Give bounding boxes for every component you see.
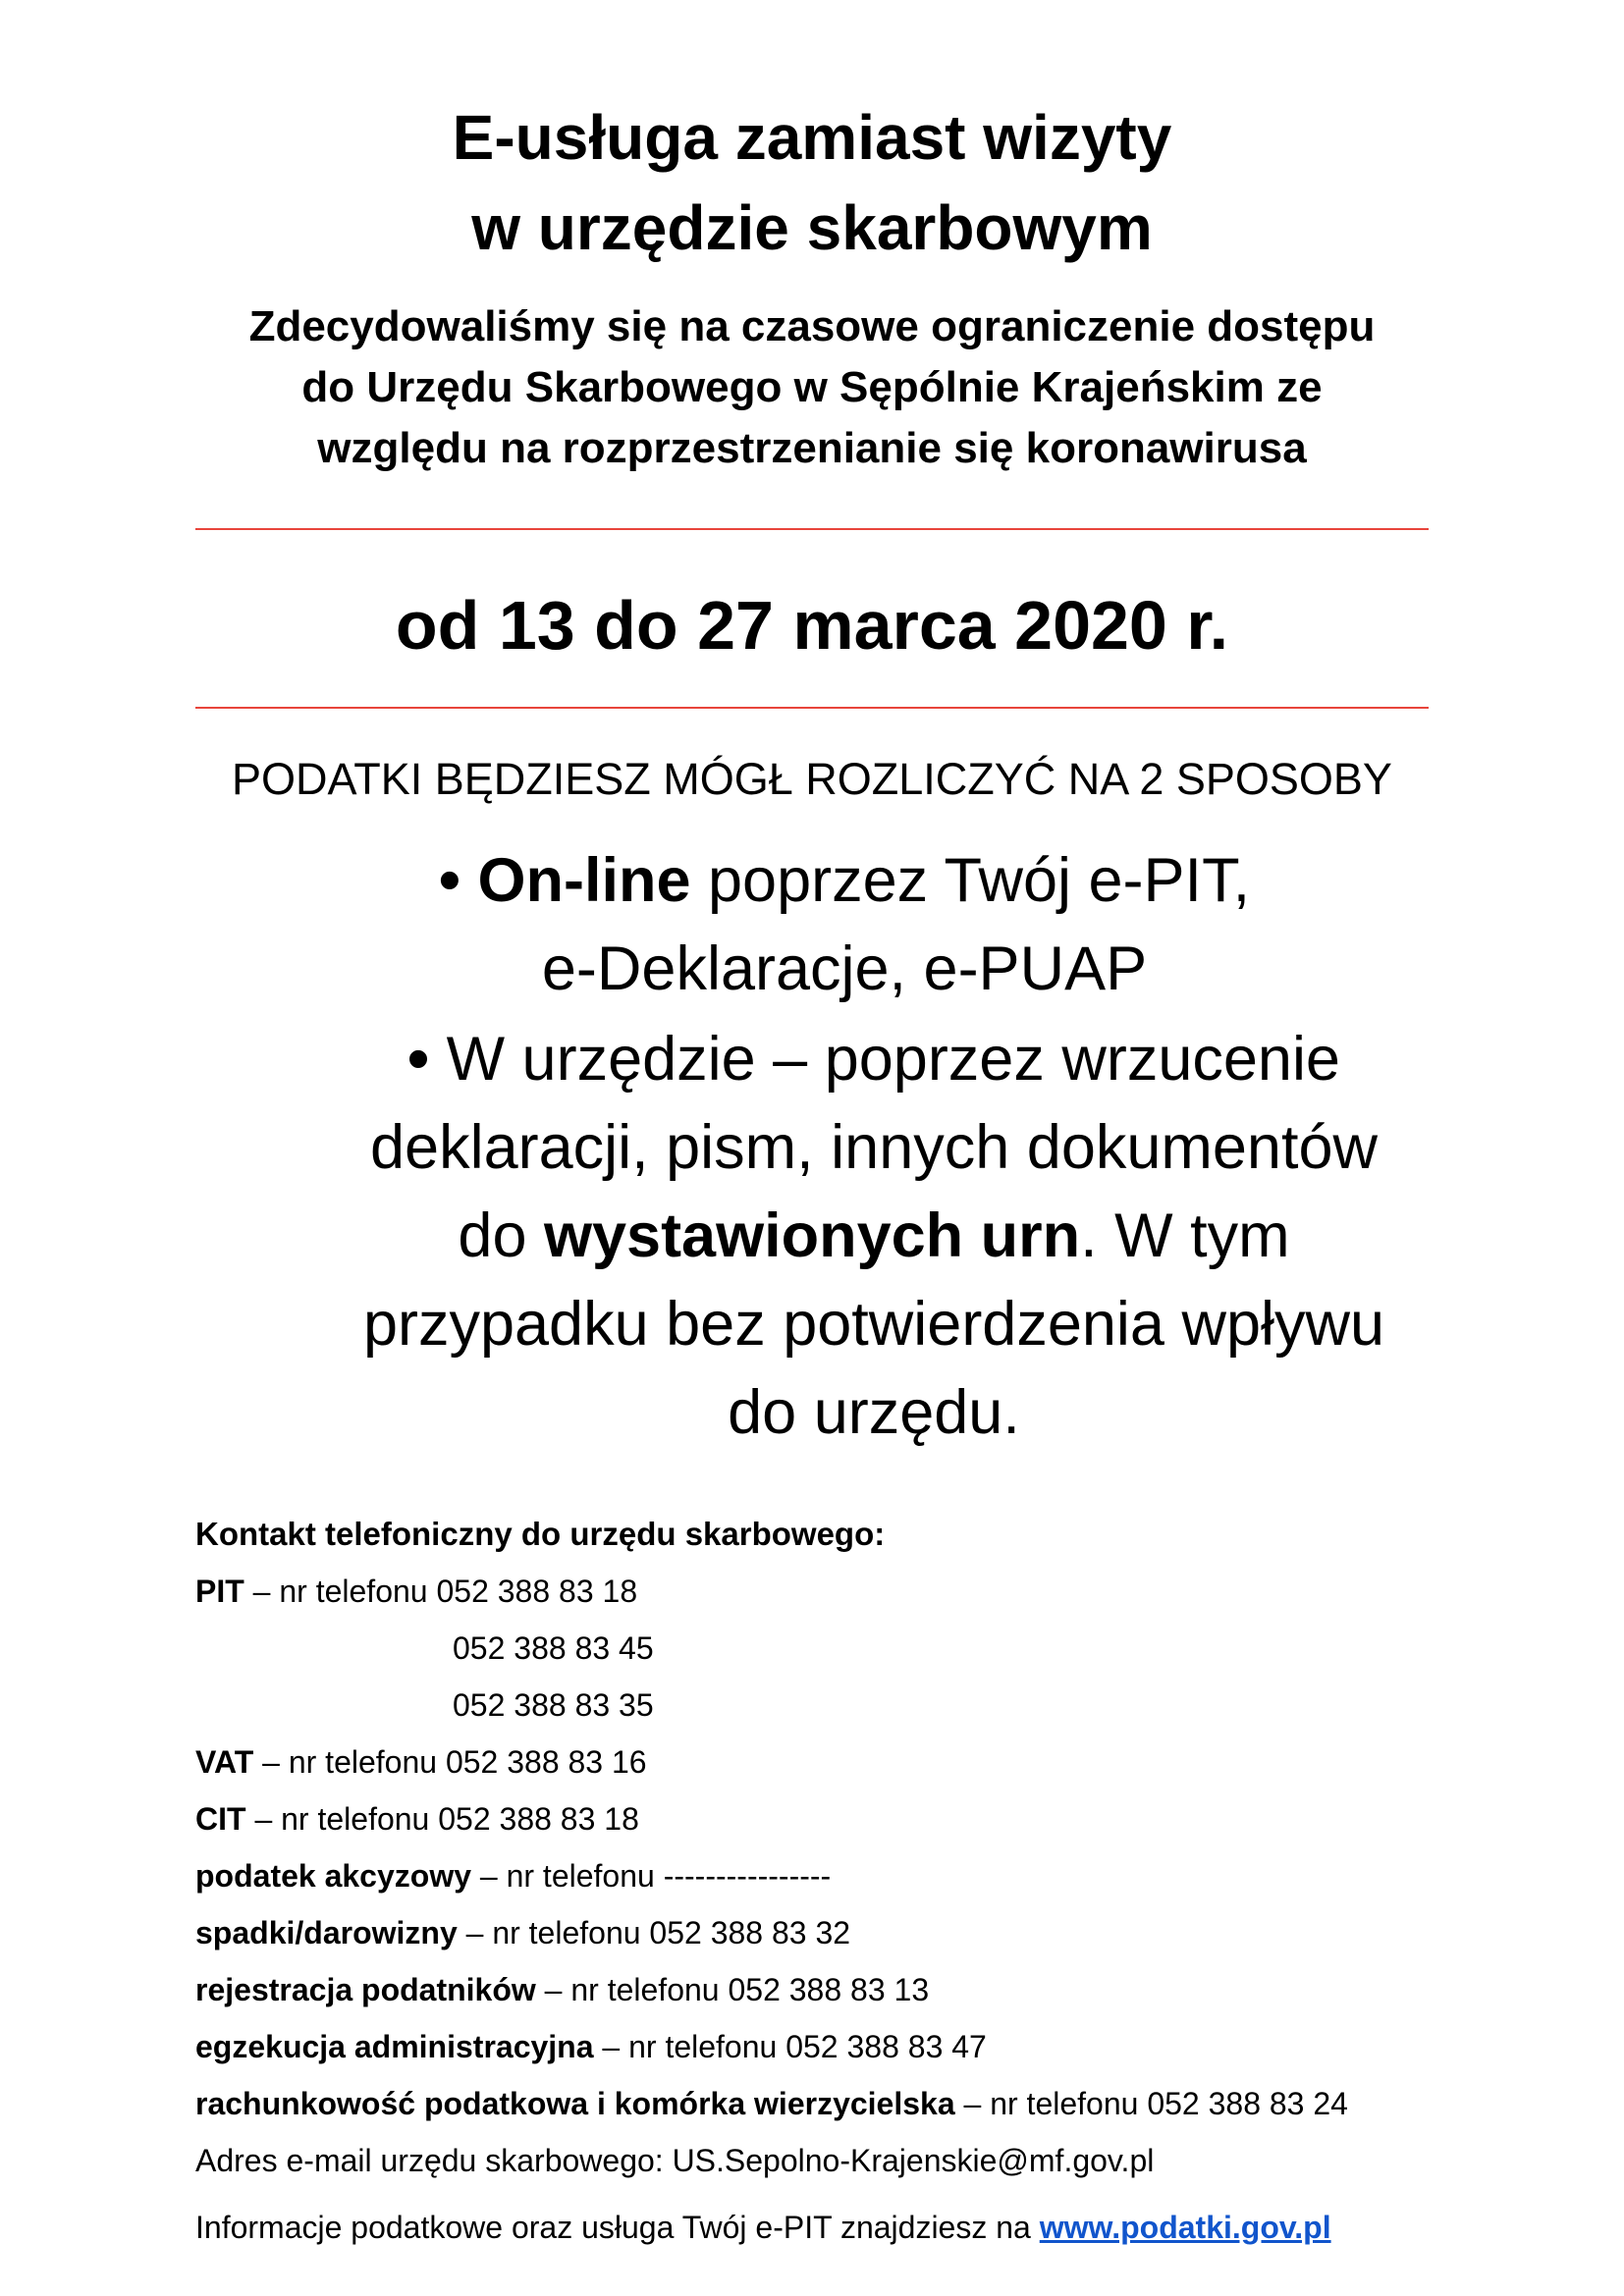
- contact-label: rachunkowość podatkowa i komórka wierzycielska: [195, 2086, 955, 2121]
- title-line-1: E-usługa zamiast wizyty: [452, 102, 1172, 173]
- contact-label: CIT: [195, 1801, 246, 1837]
- contact-phone: – nr telefonu 052 388 83 13: [535, 1972, 930, 2007]
- bullet-online-line-1: [236, 836, 1453, 925]
- bullet-office-text-1: W urzędzie – poprzez wrzucenie: [429, 1025, 1340, 1094]
- contact-row-enforcement: [195, 2018, 1472, 2075]
- footer-text: Informacje podatkowe oraz usługa Twój e-PIT znajdziesz na: [195, 2210, 1040, 2245]
- contact-section: [195, 1506, 1472, 2189]
- contact-row-inheritance: [195, 1904, 1472, 1961]
- bullet-office-text-3-post: . W tym: [1080, 1201, 1290, 1270]
- contact-row-accounting: [195, 2075, 1472, 2132]
- contact-phone: – nr telefonu 052 388 83 47: [593, 2029, 987, 2064]
- bullet-office-line-3: [236, 1192, 1512, 1280]
- date-range: od 13 do 27 marca 2020 r.: [395, 587, 1229, 664]
- bullet-online: [236, 836, 1512, 1013]
- contact-row-registration: [195, 1961, 1472, 2018]
- contact-phone: – nr telefonu 052 388 83 16: [253, 1744, 647, 1780]
- bullet-online-text-1: poprzez Twój e-PIT,: [690, 846, 1251, 915]
- contact-label: podatek akcyzowy: [195, 1858, 471, 1894]
- contact-row-pit-extra-1: 052 388 83 45: [453, 1630, 654, 1666]
- bullet-office-line-1: [236, 1015, 1512, 1103]
- bullet-office-line-2: deklaracji, pism, innych dokumentów: [370, 1113, 1378, 1182]
- contact-label: PIT: [195, 1574, 244, 1609]
- subtitle-line-3: względu na rozprzestrzenianie się koronawirusa: [317, 424, 1307, 472]
- page-title: [0, 92, 1624, 273]
- contact-phone: – nr telefonu 052 388 83 32: [457, 1915, 851, 1950]
- bullet-office: [236, 1015, 1512, 1457]
- contact-email: Adres e-mail urzędu skarbowego: US.Sepolno-Krajenskie@mf.gov.pl: [195, 2143, 1155, 2178]
- footer-link[interactable]: www.podatki.gov.pl: [1039, 2210, 1331, 2245]
- contact-row-cit: [195, 1790, 1472, 1847]
- subtitle: [177, 296, 1447, 479]
- contact-row-pit-extra-2: 052 388 83 35: [453, 1687, 654, 1723]
- contact-phone: – nr telefonu 052 388 83 18: [244, 1574, 638, 1609]
- bullet-online-bold: On-line: [477, 846, 691, 915]
- footer-info: [195, 2203, 1331, 2252]
- ways-heading: PODATKI BĘDZIESZ MÓGŁ ROZLICZYĆ NA 2 SPOSOBY: [232, 754, 1392, 804]
- contact-label: rejestracja podatników: [195, 1972, 536, 2007]
- contact-label: spadki/darowizny: [195, 1915, 458, 1950]
- divider-top: [195, 528, 1429, 530]
- bullet-office-line-5: do urzędu.: [728, 1378, 1020, 1447]
- title-line-2: w urzędzie skarbowym: [471, 192, 1153, 263]
- bullet-office-line-4: przypadku bez potwierdzenia wpływu: [362, 1290, 1385, 1359]
- contact-row-vat: [195, 1734, 1472, 1790]
- divider-bottom: [195, 707, 1429, 709]
- contact-row-excise: [195, 1847, 1472, 1904]
- contact-row-pit: [195, 1563, 1472, 1620]
- bullet-office-bold: wystawionych urn: [544, 1201, 1081, 1270]
- contact-phone: – nr telefonu ----------------: [471, 1858, 832, 1894]
- contact-phone: – nr telefonu 052 388 83 24: [954, 2086, 1348, 2121]
- bullet-online-line-2: e-Deklaracje, e-PUAP: [541, 934, 1148, 1003]
- bullet-icon: •: [407, 1025, 430, 1094]
- subtitle-line-1: Zdecydowaliśmy się na czasowe ograniczenie dostępu: [248, 302, 1376, 350]
- contact-label: egzekucja administracyjna: [195, 2029, 594, 2064]
- bullet-office-text-3-pre: do: [458, 1201, 544, 1270]
- bullet-icon: •: [438, 846, 460, 915]
- contact-label: VAT: [195, 1744, 254, 1780]
- subtitle-line-2: do Urzędu Skarbowego w Sępólnie Krajeńskim ze: [301, 363, 1323, 411]
- contact-heading: Kontakt telefoniczny do urzędu skarbowego:: [195, 1516, 886, 1552]
- contact-phone: – nr telefonu 052 388 83 18: [245, 1801, 639, 1837]
